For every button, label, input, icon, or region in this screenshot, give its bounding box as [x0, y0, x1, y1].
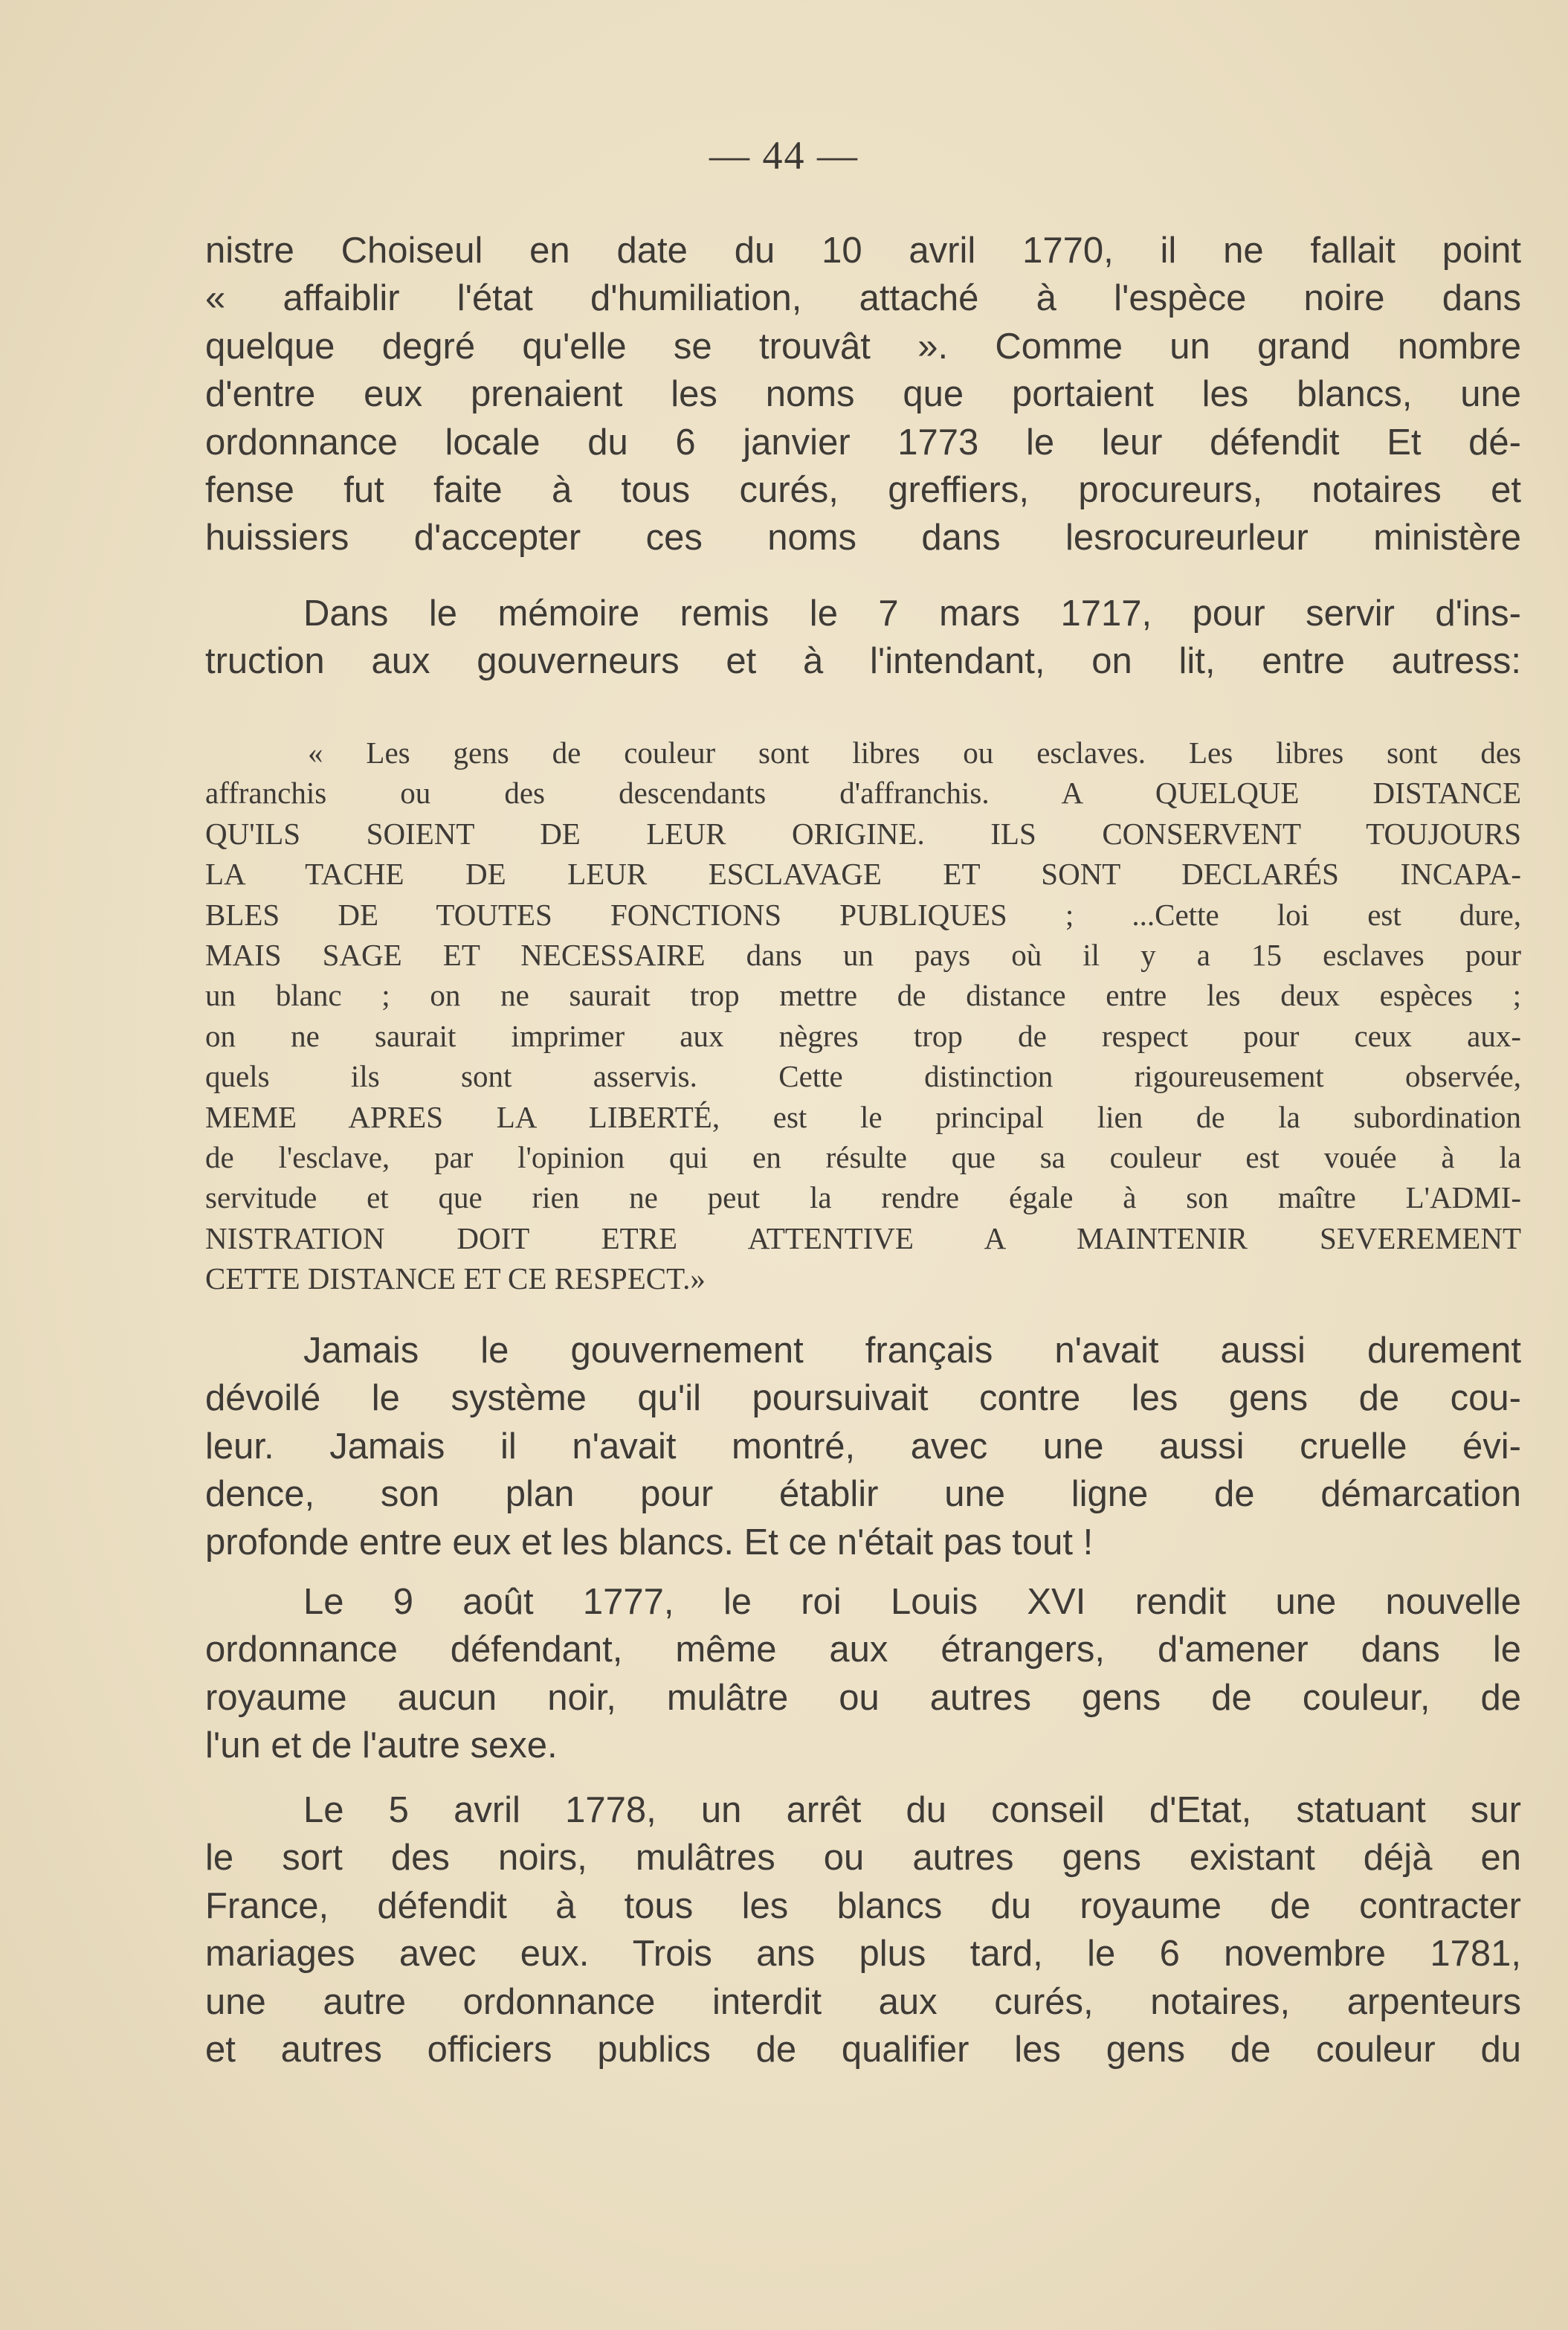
text-line: profonde entre eux et les blancs. Et ce n'était pas tout ! — [205, 1522, 1094, 1563]
paragraph-louis-xvi — [205, 1578, 1521, 1770]
quote-line: MAIS SAGE ET NECESSAIRE dans un pays où il y a 15 esclaves pour — [205, 937, 1521, 972]
quote-line: LA TACHE DE LEUR ESCLAVAGE ET SONT DECLARÉS INCAPA- — [205, 857, 1521, 892]
text-line: et autres officiers publics de qualifier les gens de couleur du — [205, 2029, 1521, 2070]
page-number: — 44 — — [709, 133, 859, 178]
quote-line: BLES DE TOUTES FONCTIONS PUBLIQUES ; ...Cette loi est dure, — [205, 897, 1521, 932]
quote-line: affranchis ou des descendants d'affranchis. A QUELQUE DISTANCE — [205, 776, 1521, 811]
text-line: ordonnance défendant, même aux étrangers, d'amener dans le — [205, 1629, 1521, 1670]
quote-line: un blanc ; on ne saurait trop mettre de distance entre les deux espèces ; — [205, 978, 1521, 1013]
text-line: le sort des noirs, mulâtres ou autres gens existant déjà en — [205, 1838, 1521, 1879]
quote-line: on ne saurait imprimer aux nègres trop de respect pour ceux aux- — [205, 1018, 1521, 1053]
text-line: quelque degré qu'elle se trouvât ». Comme un grand nombre — [205, 326, 1521, 367]
text-line: ordonnance locale du 6 janvier 1773 le leur défendit Et dé- — [205, 422, 1521, 463]
quoted-passage — [205, 733, 1521, 1298]
paragraph-memoire — [205, 590, 1521, 686]
text-line: nistre Choiseul en date du 10 avril 1770, il ne fallait point — [205, 231, 1521, 271]
text-line: l'un et de l'autre sexe. — [205, 1725, 558, 1766]
quote-line: CETTE DISTANCE ET CE RESPECT.» — [205, 1261, 706, 1296]
text-line: royaume aucun noir, mulâtre ou autres gens de couleur, de — [205, 1677, 1521, 1718]
text-line: une autre ordonnance interdit aux curés, notaires, arpenteurs — [205, 1981, 1521, 2022]
text-line: Le 9 août 1777, le roi Louis XVI rendit une nouvelle — [303, 1582, 1521, 1622]
paragraph-choiseul — [205, 227, 1521, 562]
paragraph-arret-1778 — [205, 1786, 1521, 2073]
text-line: dévoilé le système qu'il poursuivait contre les gens de cou- — [205, 1378, 1521, 1419]
text-line: Le 5 avril 1778, un arrêt du conseil d'Etat, statuant sur — [303, 1790, 1521, 1830]
text-line: huissiers d'accepter ces noms dans lesrocureurleur ministère — [205, 518, 1521, 559]
text-line: France, défendit à tous les blancs du royaume de contracter — [205, 1885, 1521, 1926]
quote-line: QU'ILS SOIENT DE LEUR ORIGINE. ILS CONSERVENT TOUJOURS — [205, 816, 1521, 851]
quote-line: servitude et que rien ne peut la rendre égale à son maître L'ADMI- — [205, 1180, 1521, 1215]
quote-line: « Les gens de couleur sont libres ou esclaves. Les libres sont des — [308, 736, 1521, 770]
text-line: Jamais le gouvernement français n'avait aussi durement — [303, 1330, 1521, 1371]
quote-line: quels ils sont asservis. Cette distinction rigoureusement observée, — [205, 1059, 1521, 1094]
text-line: truction aux gouverneurs et à l'intendant, on lit, entre autress: — [205, 641, 1521, 682]
text-line: Dans le mémoire remis le 7 mars 1717, pour servir d'ins- — [303, 593, 1521, 634]
text-line: « affaiblir l'état d'humiliation, attaché à l'espèce noire dans — [205, 278, 1521, 319]
text-line: d'entre eux prenaient les noms que portaient les blancs, une — [205, 374, 1521, 415]
quote-line: de l'esclave, par l'opinion qui en résulte que sa couleur est vouée à la — [205, 1139, 1521, 1174]
text-line: leur. Jamais il n'avait montré, avec une aussi cruelle évi- — [205, 1426, 1521, 1467]
quote-line: MEME APRES LA LIBERTÉ, est le principal lien de la subordination — [205, 1099, 1521, 1134]
text-line: dence, son plan pour établir une ligne de démarcation — [205, 1474, 1521, 1515]
quote-line: NISTRATION DOIT ETRE ATTENTIVE A MAINTENIR SEVEREMENT — [205, 1220, 1521, 1255]
text-line: mariages avec eux. Trois ans plus tard, le 6 novembre 1781, — [205, 1934, 1521, 1975]
paragraph-jamais — [205, 1327, 1521, 1566]
text-line: fense fut faite à tous curés, greffiers, procureurs, notaires et — [205, 469, 1521, 510]
